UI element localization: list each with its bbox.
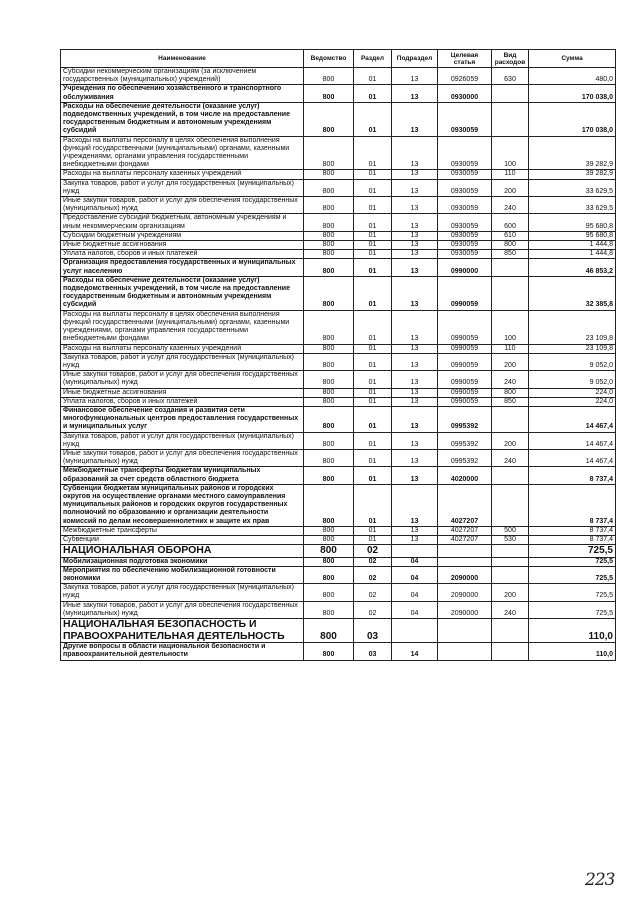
cell-podrazdel: 13 [392, 371, 438, 388]
table-row [61, 388, 616, 397]
table-row [61, 231, 616, 240]
cell-name: НАЦИОНАЛЬНАЯ БЕЗОПАСНОСТЬ И ПРАВООХРАНИТЕЛЬНАЯ ДЕЯТЕЛЬНОСТЬ [61, 619, 304, 643]
cell-vedomstvo: 800 [304, 241, 354, 250]
cell-celevaya-statya [438, 557, 492, 566]
cell-vedomstvo: 800 [304, 68, 354, 85]
cell-name: Субсидии бюджетным учреждениям [61, 231, 304, 240]
table-header-row [61, 50, 616, 68]
cell-razdel: 03 [354, 619, 392, 643]
cell-name: Закупка товаров, работ и услуг для государственных (муниципальных) нужд [61, 179, 304, 196]
table-row [61, 601, 616, 618]
cell-celevaya-statya: 4027207 [438, 535, 492, 544]
cell-vedomstvo: 800 [304, 197, 354, 214]
cell-summa: 23 109,8 [529, 310, 616, 344]
table-row [61, 344, 616, 353]
cell-celevaya-statya: 0930059 [438, 241, 492, 250]
cell-summa: 95 680,8 [529, 214, 616, 231]
cell-vid-rashodov: 530 [492, 535, 529, 544]
table-row [61, 68, 616, 85]
cell-name: Мероприятия по обеспечению мобилизационной готовности экономики [61, 566, 304, 583]
cell-vid-rashodov: 240 [492, 371, 529, 388]
cell-celevaya-statya: 4027207 [438, 484, 492, 526]
cell-razdel: 01 [354, 535, 392, 544]
cell-podrazdel: 13 [392, 170, 438, 179]
cell-razdel: 01 [354, 432, 392, 449]
cell-razdel: 01 [354, 353, 392, 370]
cell-vedomstvo: 800 [304, 179, 354, 196]
cell-razdel: 01 [354, 259, 392, 276]
cell-name: НАЦИОНАЛЬНАЯ ОБОРОНА [61, 545, 304, 558]
cell-summa: 8 737,4 [529, 526, 616, 535]
cell-name: Учреждения по обеспечению хозяйственного и транспортного обслуживания [61, 85, 304, 102]
cell-summa: 33 629,5 [529, 197, 616, 214]
cell-summa: 9 052,0 [529, 371, 616, 388]
cell-summa: 14 467,4 [529, 432, 616, 449]
cell-vid-rashodov [492, 557, 529, 566]
cell-razdel: 02 [354, 584, 392, 601]
cell-celevaya-statya: 0930059 [438, 179, 492, 196]
cell-celevaya-statya: 0990059 [438, 388, 492, 397]
cell-podrazdel: 13 [392, 68, 438, 85]
cell-podrazdel [392, 619, 438, 643]
cell-razdel: 01 [354, 397, 392, 406]
cell-podrazdel [392, 545, 438, 558]
cell-name: Иные бюджетные ассигнования [61, 241, 304, 250]
cell-summa: 8 737,4 [529, 467, 616, 484]
cell-vedomstvo: 800 [304, 619, 354, 643]
cell-vedomstvo: 800 [304, 545, 354, 558]
table-row [61, 353, 616, 370]
cell-vid-rashodov: 200 [492, 432, 529, 449]
cell-vid-rashodov [492, 619, 529, 643]
cell-podrazdel: 13 [392, 241, 438, 250]
cell-celevaya-statya: 0930059 [438, 102, 492, 136]
cell-podrazdel: 13 [392, 214, 438, 231]
table-row [61, 535, 616, 544]
cell-celevaya-statya: 0990059 [438, 371, 492, 388]
table-row [61, 557, 616, 566]
cell-vid-rashodov: 100 [492, 310, 529, 344]
cell-celevaya-statya: 2090000 [438, 566, 492, 583]
cell-podrazdel: 13 [392, 85, 438, 102]
cell-summa: 725,5 [529, 601, 616, 618]
cell-podrazdel: 13 [392, 136, 438, 170]
table-row [61, 371, 616, 388]
cell-name: Предоставление субсидий бюджетным, автономным учреждениям и иным некоммерческим организациям [61, 214, 304, 231]
cell-name: Уплата налогов, сборов и иных платежей [61, 397, 304, 406]
cell-summa: 1 444,8 [529, 250, 616, 259]
cell-podrazdel: 13 [392, 250, 438, 259]
cell-celevaya-statya: 0995392 [438, 406, 492, 432]
cell-summa: 725,5 [529, 545, 616, 558]
header-name: Наименование [61, 50, 304, 68]
table-row [61, 449, 616, 466]
cell-celevaya-statya: 0930059 [438, 231, 492, 240]
cell-razdel: 01 [354, 214, 392, 231]
cell-name: Закупка товаров, работ и услуг для государственных (муниципальных) нужд [61, 353, 304, 370]
cell-vid-rashodov [492, 484, 529, 526]
table-row [61, 406, 616, 432]
cell-summa: 39 282,9 [529, 136, 616, 170]
cell-razdel: 02 [354, 566, 392, 583]
page-number: 223 [585, 870, 615, 890]
cell-name: Иные закупки товаров, работ и услуг для обеспечения государственных (муниципальных) нужд [61, 197, 304, 214]
cell-name: Иные закупки товаров, работ и услуг для обеспечения государственных (муниципальных) нужд [61, 449, 304, 466]
cell-summa: 110,0 [529, 619, 616, 643]
cell-razdel: 01 [354, 136, 392, 170]
cell-razdel: 01 [354, 406, 392, 432]
cell-name: Уплата налогов, сборов и иных платежей [61, 250, 304, 259]
cell-celevaya-statya: 0930000 [438, 85, 492, 102]
cell-podrazdel: 13 [392, 535, 438, 544]
table-row [61, 545, 616, 558]
cell-vid-rashodov [492, 85, 529, 102]
cell-summa: 1 444,8 [529, 241, 616, 250]
cell-podrazdel: 13 [392, 259, 438, 276]
cell-vedomstvo: 800 [304, 643, 354, 660]
cell-vid-rashodov [492, 643, 529, 660]
header-razdel: Раздел [354, 50, 392, 68]
cell-podrazdel: 13 [392, 276, 438, 310]
cell-vedomstvo: 800 [304, 484, 354, 526]
table-row [61, 136, 616, 170]
cell-razdel: 02 [354, 557, 392, 566]
cell-podrazdel: 04 [392, 584, 438, 601]
cell-razdel: 01 [354, 241, 392, 250]
cell-razdel: 01 [354, 449, 392, 466]
cell-vid-rashodov: 240 [492, 449, 529, 466]
cell-summa: 8 737,4 [529, 484, 616, 526]
cell-razdel: 01 [354, 371, 392, 388]
cell-summa: 23 109,8 [529, 344, 616, 353]
cell-podrazdel: 13 [392, 449, 438, 466]
cell-name: Закупка товаров, работ и услуг для государственных (муниципальных) нужд [61, 432, 304, 449]
cell-vid-rashodov: 240 [492, 601, 529, 618]
cell-vedomstvo: 800 [304, 344, 354, 353]
cell-razdel: 01 [354, 231, 392, 240]
cell-podrazdel: 13 [392, 310, 438, 344]
cell-vedomstvo: 800 [304, 214, 354, 231]
cell-vedomstvo: 800 [304, 353, 354, 370]
cell-podrazdel: 13 [392, 179, 438, 196]
cell-name: Расходы на выплаты персоналу казенных учреждений [61, 170, 304, 179]
cell-name: Субвенции [61, 535, 304, 544]
cell-podrazdel: 13 [392, 344, 438, 353]
cell-name: Организация предоставления государственных и муниципальных услуг населению [61, 259, 304, 276]
table-row [61, 397, 616, 406]
cell-summa: 110,0 [529, 643, 616, 660]
cell-razdel: 01 [354, 179, 392, 196]
table-row [61, 250, 616, 259]
cell-podrazdel: 04 [392, 601, 438, 618]
cell-vid-rashodov: 500 [492, 526, 529, 535]
cell-name: Межбюджетные трансферты [61, 526, 304, 535]
cell-summa: 725,5 [529, 566, 616, 583]
cell-vedomstvo: 800 [304, 102, 354, 136]
cell-vid-rashodov [492, 102, 529, 136]
table-row [61, 526, 616, 535]
cell-razdel: 02 [354, 545, 392, 558]
cell-podrazdel: 13 [392, 526, 438, 535]
cell-podrazdel: 13 [392, 397, 438, 406]
table-row [61, 643, 616, 660]
cell-vid-rashodov: 200 [492, 353, 529, 370]
cell-vid-rashodov: 200 [492, 179, 529, 196]
cell-name: Субвенции бюджетам муниципальных районов и городских округов на осуществление органами местного самоуправления муниципальных районов и городских округов государственных полномочий по образованию и организации деятельности комиссий по делам несовершеннолетних и защите их прав [61, 484, 304, 526]
cell-name: Закупка товаров, работ и услуг для государственных (муниципальных) нужд [61, 584, 304, 601]
header-summa: Сумма [529, 50, 616, 68]
cell-razdel: 02 [354, 601, 392, 618]
table-row [61, 310, 616, 344]
cell-razdel: 03 [354, 643, 392, 660]
table-row [61, 170, 616, 179]
cell-summa: 33 629,5 [529, 179, 616, 196]
cell-vid-rashodov [492, 276, 529, 310]
cell-celevaya-statya: 0990059 [438, 353, 492, 370]
table-row [61, 241, 616, 250]
cell-vedomstvo: 800 [304, 535, 354, 544]
cell-vedomstvo: 800 [304, 371, 354, 388]
cell-razdel: 01 [354, 197, 392, 214]
cell-razdel: 01 [354, 250, 392, 259]
cell-summa: 95 680,8 [529, 231, 616, 240]
budget-table [60, 49, 616, 661]
cell-vedomstvo: 800 [304, 276, 354, 310]
header-podrazdel: Подраздел [392, 50, 438, 68]
cell-name: Иные закупки товаров, работ и услуг для обеспечения государственных (муниципальных) нужд [61, 601, 304, 618]
cell-vid-rashodov [492, 545, 529, 558]
cell-podrazdel: 13 [392, 406, 438, 432]
cell-summa: 14 467,4 [529, 449, 616, 466]
cell-vid-rashodov: 100 [492, 136, 529, 170]
cell-podrazdel: 13 [392, 231, 438, 240]
cell-vid-rashodov: 800 [492, 388, 529, 397]
table-row [61, 179, 616, 196]
cell-celevaya-statya [438, 545, 492, 558]
cell-name: Мобилизационная подготовка экономики [61, 557, 304, 566]
cell-name: Расходы на выплаты персоналу казенных учреждений [61, 344, 304, 353]
cell-podrazdel: 13 [392, 467, 438, 484]
cell-vid-rashodov: 610 [492, 231, 529, 240]
cell-podrazdel: 14 [392, 643, 438, 660]
table-row [61, 259, 616, 276]
cell-razdel: 01 [354, 388, 392, 397]
cell-vedomstvo: 800 [304, 557, 354, 566]
cell-vedomstvo: 800 [304, 310, 354, 344]
cell-summa: 8 737,4 [529, 535, 616, 544]
cell-summa: 9 052,0 [529, 353, 616, 370]
cell-celevaya-statya: 2090000 [438, 601, 492, 618]
cell-vid-rashodov [492, 406, 529, 432]
cell-vid-rashodov: 850 [492, 397, 529, 406]
cell-vid-rashodov: 630 [492, 68, 529, 85]
cell-name: Финансовое обеспечение создания и развития сети многофункциональных центров предоставления государственных и муниципальных услуг [61, 406, 304, 432]
cell-razdel: 01 [354, 102, 392, 136]
cell-summa: 14 467,4 [529, 406, 616, 432]
cell-vedomstvo: 800 [304, 250, 354, 259]
cell-celevaya-statya: 0930059 [438, 214, 492, 231]
cell-vedomstvo: 800 [304, 397, 354, 406]
cell-podrazdel: 04 [392, 557, 438, 566]
cell-vedomstvo: 800 [304, 259, 354, 276]
cell-celevaya-statya: 0990059 [438, 344, 492, 353]
cell-celevaya-statya: 0930059 [438, 250, 492, 259]
cell-celevaya-statya: 0990059 [438, 310, 492, 344]
cell-vid-rashodov: 240 [492, 197, 529, 214]
cell-celevaya-statya: 2090000 [438, 584, 492, 601]
cell-razdel: 01 [354, 467, 392, 484]
cell-vedomstvo: 800 [304, 85, 354, 102]
cell-vedomstvo: 800 [304, 388, 354, 397]
cell-vedomstvo: 800 [304, 526, 354, 535]
cell-vid-rashodov: 600 [492, 214, 529, 231]
cell-vedomstvo: 800 [304, 467, 354, 484]
cell-name: Межбюджетные трансферты бюджетам муниципальных образований за счет средств областного бюджета [61, 467, 304, 484]
cell-vedomstvo: 800 [304, 432, 354, 449]
cell-name: Иные бюджетные ассигнования [61, 388, 304, 397]
cell-summa: 480,0 [529, 68, 616, 85]
cell-vid-rashodov [492, 259, 529, 276]
table-row [61, 432, 616, 449]
cell-razdel: 01 [354, 526, 392, 535]
cell-razdel: 01 [354, 344, 392, 353]
cell-celevaya-statya [438, 643, 492, 660]
cell-celevaya-statya: 0930059 [438, 170, 492, 179]
cell-celevaya-statya: 0926059 [438, 68, 492, 85]
cell-vid-rashodov: 110 [492, 344, 529, 353]
table-row [61, 566, 616, 583]
cell-podrazdel: 13 [392, 388, 438, 397]
cell-summa: 170 038,0 [529, 102, 616, 136]
cell-name: Субсидии некоммерческим организациям (за исключением государственных (муниципальных) учреждений) [61, 68, 304, 85]
header-vid-rashodov: Вид расходов [492, 50, 529, 68]
cell-summa: 39 282,9 [529, 170, 616, 179]
cell-vedomstvo: 800 [304, 231, 354, 240]
cell-podrazdel: 13 [392, 432, 438, 449]
cell-celevaya-statya: 0995392 [438, 449, 492, 466]
table-row [61, 619, 616, 643]
cell-podrazdel: 13 [392, 102, 438, 136]
cell-name: Иные закупки товаров, работ и услуг для обеспечения государственных (муниципальных) нужд [61, 371, 304, 388]
cell-vedomstvo: 800 [304, 170, 354, 179]
table-row [61, 484, 616, 526]
table-row [61, 214, 616, 231]
cell-vid-rashodov: 800 [492, 241, 529, 250]
header-celevaya-statya: Целевая статья [438, 50, 492, 68]
header-vedomstvo: Ведомство [304, 50, 354, 68]
cell-name: Другие вопросы в области национальной безопасности и правоохранительной деятельности [61, 643, 304, 660]
table-row [61, 467, 616, 484]
cell-celevaya-statya: 4027207 [438, 526, 492, 535]
cell-vedomstvo: 800 [304, 449, 354, 466]
cell-name: Расходы на обеспечение деятельности (оказание услуг) подведомственных учреждений, в том числе на предоставление государственным бюджетным и автономным учреждениям субсидий [61, 276, 304, 310]
cell-celevaya-statya: 4020000 [438, 467, 492, 484]
cell-celevaya-statya: 0995392 [438, 432, 492, 449]
cell-razdel: 01 [354, 170, 392, 179]
cell-vedomstvo: 800 [304, 601, 354, 618]
cell-celevaya-statya: 0930059 [438, 197, 492, 214]
table-body [61, 68, 616, 661]
cell-celevaya-statya: 0990059 [438, 397, 492, 406]
cell-podrazdel: 13 [392, 484, 438, 526]
cell-name: Расходы на выплаты персоналу в целях обеспечения выполнения функций государственными (муниципальными) органами, казенными учреждениями, органами управления государственными внебюджетными фондами [61, 310, 304, 344]
cell-podrazdel: 04 [392, 566, 438, 583]
table-row [61, 197, 616, 214]
cell-name: Расходы на обеспечение деятельности (оказание услуг) подведомственных учреждений, в том числе на предоставление государственным бюджетным и автономным учреждениям субсидий [61, 102, 304, 136]
cell-summa: 725,5 [529, 584, 616, 601]
cell-razdel: 01 [354, 85, 392, 102]
cell-vedomstvo: 800 [304, 136, 354, 170]
cell-summa: 725,5 [529, 557, 616, 566]
cell-vid-rashodov: 850 [492, 250, 529, 259]
cell-summa: 170 038,0 [529, 85, 616, 102]
cell-razdel: 01 [354, 310, 392, 344]
table-row [61, 584, 616, 601]
table-row [61, 102, 616, 136]
cell-vedomstvo: 800 [304, 566, 354, 583]
cell-celevaya-statya: 0990059 [438, 276, 492, 310]
cell-razdel: 01 [354, 276, 392, 310]
cell-celevaya-statya: 0930059 [438, 136, 492, 170]
cell-vid-rashodov: 110 [492, 170, 529, 179]
table-row [61, 276, 616, 310]
cell-celevaya-statya: 0990000 [438, 259, 492, 276]
cell-summa: 46 853,2 [529, 259, 616, 276]
cell-summa: 32 385,8 [529, 276, 616, 310]
cell-podrazdel: 13 [392, 353, 438, 370]
cell-razdel: 01 [354, 68, 392, 85]
cell-podrazdel: 13 [392, 197, 438, 214]
cell-vid-rashodov [492, 467, 529, 484]
table-row [61, 85, 616, 102]
cell-vedomstvo: 800 [304, 406, 354, 432]
cell-vid-rashodov: 200 [492, 584, 529, 601]
cell-summa: 224,0 [529, 397, 616, 406]
cell-vid-rashodov [492, 566, 529, 583]
cell-summa: 224,0 [529, 388, 616, 397]
cell-razdel: 01 [354, 484, 392, 526]
cell-vedomstvo: 800 [304, 584, 354, 601]
cell-celevaya-statya [438, 619, 492, 643]
cell-name: Расходы на выплаты персоналу в целях обеспечения выполнения функций государственными (муниципальными) органами, казенными учреждениями, органами управления государственными внебюджетными фондами [61, 136, 304, 170]
